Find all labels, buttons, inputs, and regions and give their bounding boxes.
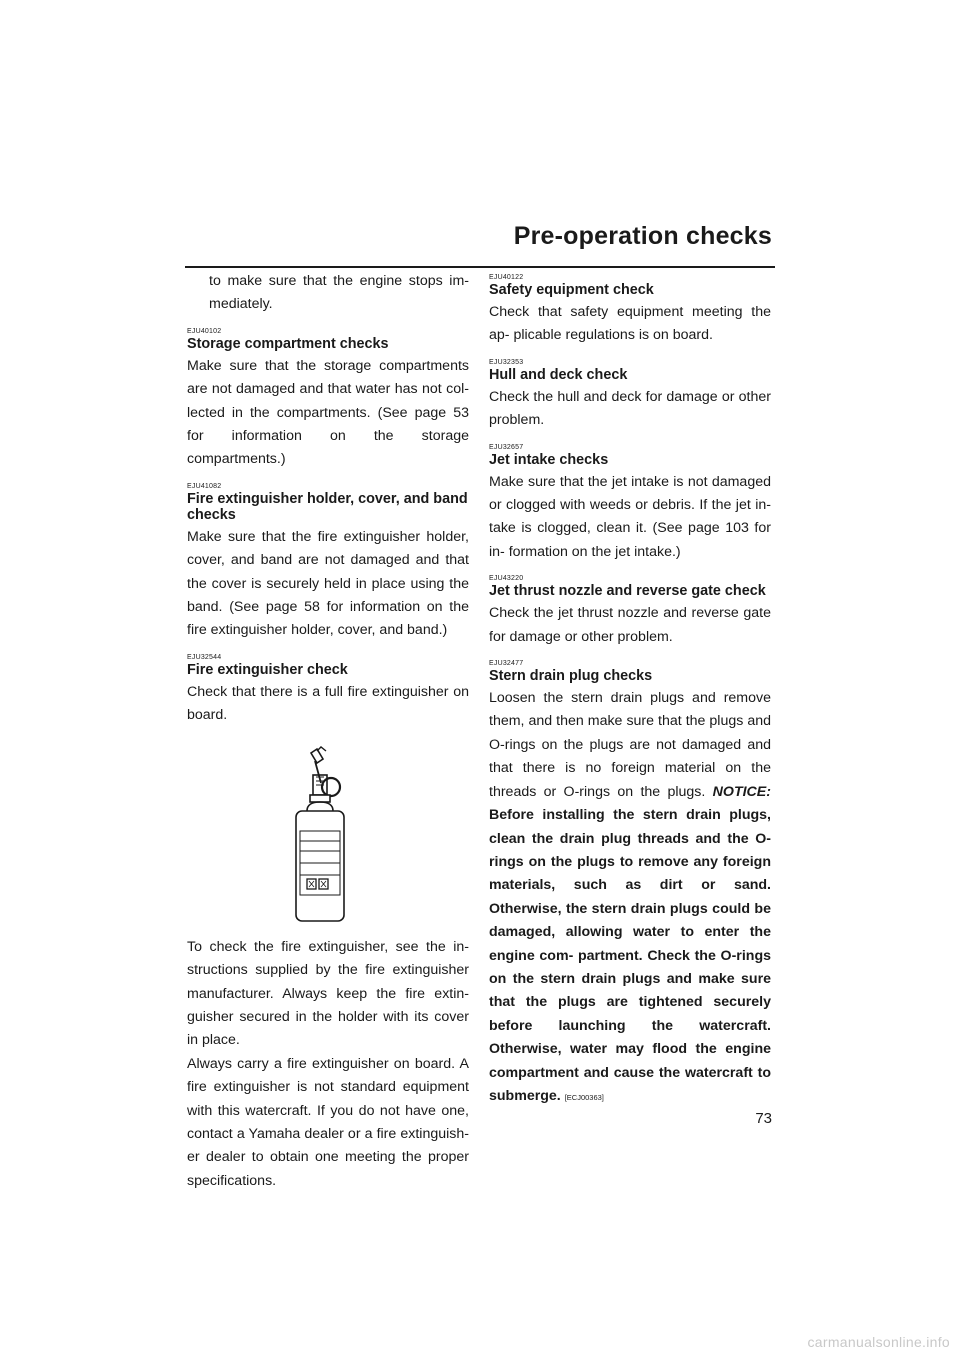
section-text-extinguisher: Check that there is a full fire extinguisher on board. — [187, 683, 469, 724]
notice-label: NOTICE: — [712, 783, 771, 800]
section-title-extinguisher: Fire extinguisher check — [187, 661, 348, 678]
watermark: carmanualsonline.info — [807, 1334, 950, 1350]
section-code: EJU32353 — [489, 358, 524, 366]
notice-text: Before installing the stern drain plugs, clean the drain plug threads and the O- rings on the plugs to remove any foreign materials, such as dirt or sand. Otherwise, the stern drain plugs could be damaged, allowing water to enter the engine com- partment. Check the O-rings on the stern drain plugs and make sure that the plugs are tightened securely before launching the watercraft. Otherwise, water may flood the engine compartment and cause the watercraft to submerge. — [489, 807, 771, 1104]
section-code: EJU32544 — [187, 653, 222, 661]
section-code: EJU32477 — [489, 660, 524, 668]
section-code: EJU32657 — [489, 443, 524, 451]
section-text-safety: Check that safety equipment meeting the ap- plicable regulations is on board. — [489, 304, 771, 344]
notice-reference-code: [ECJ00363] — [564, 1092, 604, 1102]
section-text-stern — [489, 687, 771, 1109]
section-text-holder: Make sure that the fire extinguisher holder, cover, and band are not damaged and that the cover is securely held in place using the band. (See page 58 for information on the fire extinguisher holder, cover, and band.) — [187, 528, 469, 639]
section-text-jet-thrust: Check the jet thrust nozzle and reverse gate for damage or other problem. — [489, 605, 771, 645]
section-text-jet-intake: Make sure that the jet intake is not damaged or clogged with weeds or debris. If the jet in- take is clogged, clean it. (See page 103 for in- formation on the jet intake.) — [489, 473, 771, 560]
section-code: EJU41082 — [187, 482, 222, 490]
fire-extinguisher-icon — [293, 739, 363, 924]
section-title-safety: Safety equipment check — [489, 282, 654, 298]
header-rule — [185, 266, 775, 268]
section-text-extinguisher-carry: Always carry a fire extinguisher on board. A fire extinguisher is not standard equipment with this watercraft. If you do not have one, contact a Yamaha dealer or a fire extinguish- er dealer to obtain one meeting the proper specifications. — [187, 1055, 469, 1189]
section-code: EJU40122 — [489, 274, 524, 281]
section-title-stern: Stern drain plug checks — [489, 668, 653, 685]
section-text-extinguisher-instructions: To check the fire extinguisher, see the in- structions supplied by the fire extinguisher manufacturer. Always keep the fire extin- guisher secured in the holder with its cover in place. — [187, 938, 469, 1049]
right-column — [489, 270, 771, 1109]
section-text-hull: Check the hull and deck for damage or other problem. — [489, 388, 771, 429]
fire-extinguisher-illustration — [187, 732, 469, 932]
section-code: EJU43220 — [489, 575, 524, 583]
continued-text: to make sure that the engine stops im- mediately. — [209, 273, 469, 313]
section-text-storage: Make sure that the storage compartments are not damaged and that water has not col- lected in the compartments. (See page 53 for information on the storage compartments.) — [187, 357, 469, 468]
page-number: 73 — [755, 1110, 772, 1127]
section-title-holder: Fire extinguisher holder, cover, and band checks — [187, 490, 468, 523]
section-title-hull: Hull and deck check — [489, 366, 628, 383]
stern-body-text: Loosen the stern drain plugs and remove them, and then make sure that the plugs and O-rings on the plugs are not damaged and that there is no foreign material on the threads or O-rings on the plugs. — [489, 690, 771, 800]
section-title-jet-intake: Jet intake checks — [489, 451, 609, 468]
section-code: EJU40102 — [187, 327, 222, 335]
section-title-jet-thrust: Jet thrust nozzle and reverse gate check — [489, 583, 766, 600]
left-column — [187, 270, 469, 1193]
section-title-storage: Storage compartment checks — [187, 335, 389, 352]
page-title: Pre-operation checks — [513, 222, 772, 250]
